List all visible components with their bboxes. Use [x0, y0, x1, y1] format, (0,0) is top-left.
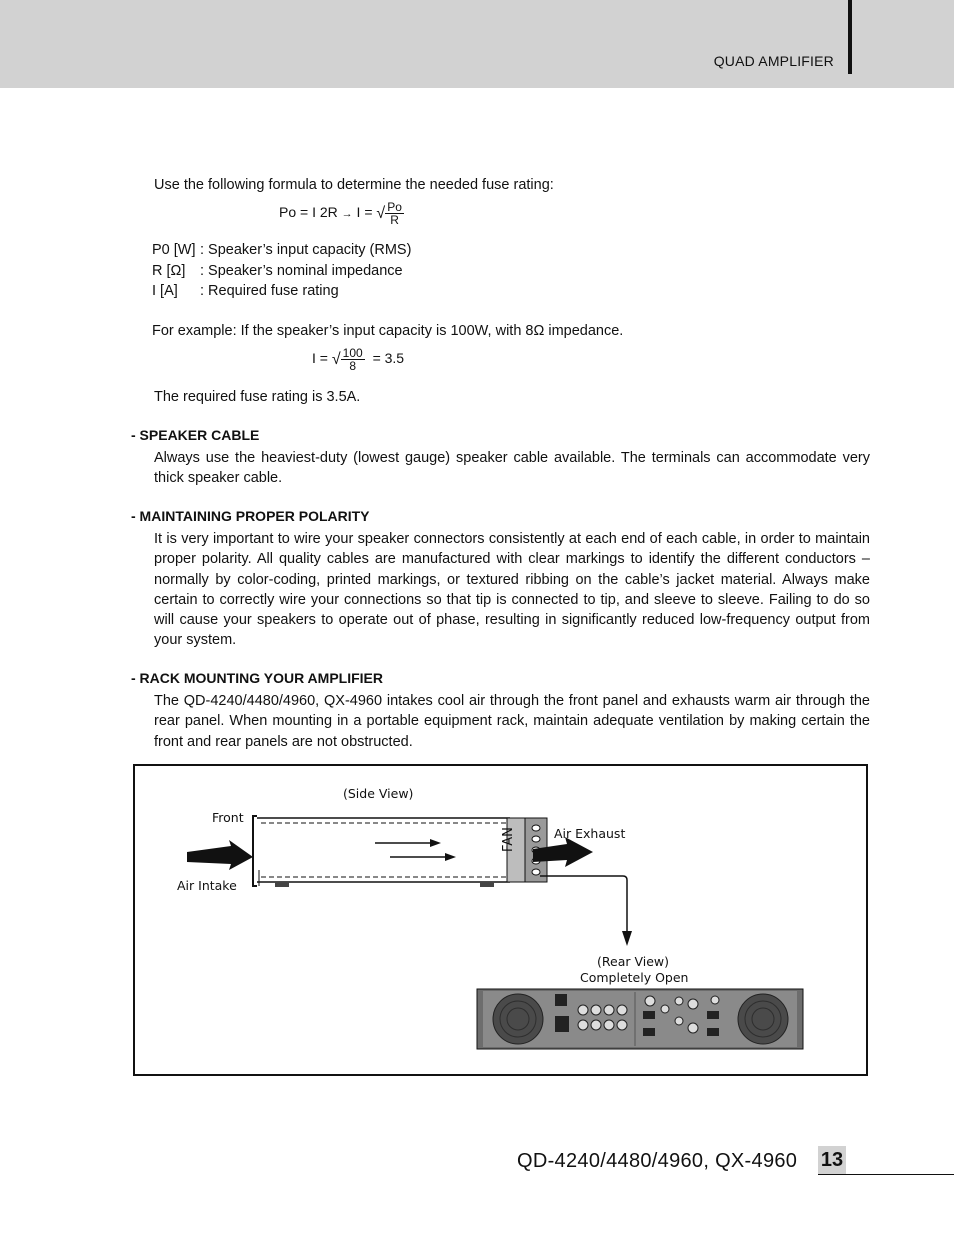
formula-fraction: [385, 201, 404, 226]
example-numerator: 100: [342, 346, 363, 360]
section-body-polarity: It is very important to wire your speaker connectors consistently at each end of each cable, in order to maintain proper polarity. All quality cables are manufactured with clear markings to identify the different conductors – normally by color-coding, printed markings, or textured ribbing on the cable’s jacket material. Always make certain to correctly wire your connections so that tip is connected to tip, and sleeve to sleeve. Failing to do so will cause your speakers to operate out of phase, resulting in significantly reduced low-frequency output from your system.: [154, 531, 870, 649]
section-body-speaker-cable: Always use the heaviest-duty (lowest gauge) speaker cable available. The terminals can accommodate very thick speaker cable.: [154, 450, 870, 487]
example-denominator: 8: [349, 359, 356, 373]
section-body-rack-mounting: The QD-4240/4480/4960, QX-4960 intakes cool air through the front panel and exhausts warm air through the rear panel. When mounting in a portable equipment rack, maintain adequate ventilation by making certain the front and rear panels are not obstructed.: [154, 693, 870, 750]
air-exhaust-label: Air Exhaust: [554, 826, 626, 841]
example-fraction: [341, 347, 365, 372]
example-left: I =: [312, 350, 328, 367]
footer-rule: [818, 1174, 954, 1175]
ventilation-diagram: [133, 764, 868, 1076]
fuse-definitions: [152, 240, 411, 302]
rear-view-label: (Rear View): [597, 954, 670, 969]
formula-left: Po = I 2R: [279, 204, 338, 221]
completely-open-label: Completely Open: [580, 970, 689, 985]
section-heading-speaker-cable: - SPEAKER CABLE: [131, 427, 260, 443]
diagram-graphics: [135, 766, 866, 1074]
fuse-conclusion: The required fuse rating is 3.5A.: [154, 389, 361, 405]
fuse-example: For example: If the speaker’s input capacity is 100W, with 8Ω impedance.: [152, 323, 624, 339]
fuse-intro: Use the following formula to determine the needed fuse rating:: [154, 177, 554, 193]
amplifier-rear-view: [477, 989, 803, 1049]
fan-label: FAN: [501, 827, 516, 852]
formula-mid: I =: [356, 204, 373, 221]
formula-denominator: R: [390, 213, 399, 227]
side-view-label: (Side View): [343, 786, 414, 801]
air-intake-label: Air Intake: [177, 878, 237, 893]
fuse-formula: [279, 201, 404, 226]
def-row: I [A] : Required fuse rating: [152, 283, 339, 299]
section-heading-rack-mounting: - RACK MOUNTING YOUR AMPLIFIER: [131, 670, 383, 686]
example-formula: [312, 347, 404, 372]
def-row: P0 [W] : Speaker’s input capacity (RMS): [152, 242, 412, 258]
connector-arrowhead: [622, 931, 632, 946]
header-divider: [848, 0, 852, 74]
formula-arrow: →: [341, 208, 353, 221]
example-result: = 3.5: [372, 350, 405, 367]
header-title: QUAD AMPLIFIER: [713, 53, 834, 69]
sqrt-symbol: √: [376, 204, 386, 222]
sqrt-symbol: √: [331, 350, 341, 368]
front-label: Front: [212, 810, 244, 825]
intake-arrow: [187, 840, 253, 870]
page-header: [0, 0, 954, 88]
def-row: R [Ω] : Speaker’s nominal impedance: [152, 262, 403, 279]
page-number: 13: [818, 1146, 846, 1174]
footer-model: QD-4240/4480/4960, QX-4960: [517, 1150, 798, 1172]
section-heading-polarity: - MAINTAINING PROPER POLARITY: [131, 508, 370, 524]
formula-numerator: Po: [387, 200, 402, 214]
airflow-arrows: [375, 839, 456, 861]
connector-line: [540, 876, 627, 931]
